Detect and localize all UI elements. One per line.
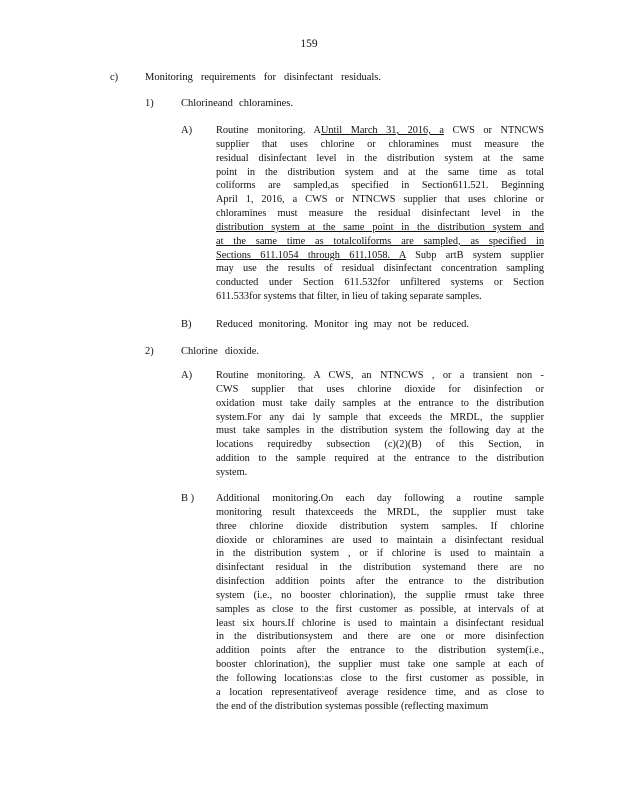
text-segment: system.For any dai ly sample that exceeds the MRDL, the supplier	[216, 411, 544, 423]
text-segment: at the same time as totalcoliforms are sampled, as specified in	[216, 235, 544, 247]
text-segment: in the distribution system , or if chlorine is used to maintain a	[216, 548, 544, 560]
text-line	[216, 630, 544, 644]
text-segment: disinfectant residual in the distribution systemand there are no	[216, 562, 544, 574]
amended-text: Sections 611.1054 through 611.1058. A	[216, 249, 406, 261]
text-line	[216, 466, 544, 480]
text-segment: CWS or NTNCWS	[443, 125, 544, 136]
item-1-title: Chlorineand chloramines.	[181, 98, 293, 109]
text-line	[216, 152, 544, 166]
text-segment: supplier that uses chlorine or chloramines must measure the	[216, 138, 544, 150]
text-line	[216, 438, 544, 452]
section-c-title: Monitoring requirements for disinfectant residuals.	[145, 72, 381, 83]
text-line	[216, 520, 544, 534]
text-line	[216, 589, 544, 603]
section-c-marker: c)	[110, 72, 119, 83]
text-line	[216, 700, 544, 714]
text-line	[216, 290, 544, 304]
text-segment: must take samples in the distribution system the following day at the	[216, 425, 544, 437]
text-line	[216, 452, 544, 466]
item-1-marker: 1)	[145, 98, 154, 109]
text-line	[216, 658, 544, 672]
text-line	[216, 179, 544, 193]
text-segment: disinfection addition points after the entrance to the distribution	[216, 576, 544, 588]
text-line	[216, 369, 544, 383]
text-line	[216, 672, 544, 686]
text-segment: Additional monitoring.On each day following a routine sample	[216, 493, 544, 504]
text-segment: dioxide or chloramines are used to maintain a disinfectant residual	[216, 534, 544, 546]
text-segment: may use the results of residual disinfectant concentration sampling	[216, 263, 544, 275]
text-line	[216, 561, 544, 575]
text-segment: coliforms are sampled,as specified in Section611.521. Beginning	[216, 180, 544, 192]
text-line	[216, 124, 544, 138]
text-segment: samples as close to the first customer as possible, at intervals of at	[216, 603, 544, 615]
text-segment: Subp artB system supplier	[405, 249, 544, 261]
text-segment: the end of the distribution systemas possible (reflecting maximum	[216, 700, 489, 712]
text-segment: system.	[216, 466, 248, 478]
text-segment: point in the distribution system and at the same time as total	[216, 166, 544, 178]
text-line	[216, 603, 544, 617]
text-line	[216, 193, 544, 207]
text-line	[216, 686, 544, 700]
text-line	[216, 276, 544, 290]
text-segment: Routine monitoring. A CWS, an NTNCWS , or a transient non -	[216, 370, 544, 381]
text-segment: distribution system at the same point in the distribution system and	[216, 221, 544, 233]
item-2a-marker: A)	[181, 370, 193, 381]
text-line	[216, 221, 544, 235]
text-segment: conducted under Section 611.532for unfiltered systems or Section	[216, 277, 544, 289]
text-line	[216, 506, 544, 520]
item-1b-text: Reduced monitoring. Monitor ing may not be reduced.	[216, 319, 469, 330]
item-1a-marker: A)	[181, 125, 193, 136]
item-2-marker: 2)	[145, 346, 154, 357]
text-line	[216, 575, 544, 589]
text-line	[216, 397, 544, 411]
text-line	[216, 249, 544, 263]
text-segment: in the distributionsystem and there are one or more disinfection	[216, 631, 544, 643]
text-line	[216, 411, 544, 425]
text-line	[216, 617, 544, 631]
text-line	[216, 383, 544, 397]
text-line	[216, 166, 544, 180]
item-1b-marker: B)	[181, 319, 192, 330]
text-segment: 611.533for systems that filter, in lieu of taking separate samples.	[216, 291, 482, 303]
item-2b-paragraph	[216, 492, 544, 714]
text-line	[216, 207, 544, 221]
text-line	[216, 138, 544, 152]
text-segment: three chlorine dioxide distribution system samples. If chlorine	[216, 520, 544, 532]
text-line	[216, 644, 544, 658]
item-1a-paragraph	[216, 124, 544, 304]
text-segment: residual disinfectant level in the distribution system at the same	[216, 152, 544, 164]
text-line	[216, 262, 544, 276]
item-2a-paragraph	[216, 369, 544, 480]
item-2b-marker: B )	[181, 493, 195, 504]
text-segment: a location representativeof average residence time, and as close to	[216, 686, 544, 698]
page-number: 159	[300, 38, 318, 50]
text-segment: CWS supplier that uses chlorine dioxide for disinfection or	[216, 383, 544, 395]
text-line	[216, 235, 544, 249]
text-segment: addition points after the entrance to the distribution system(i.e.,	[216, 645, 544, 657]
text-line	[216, 492, 544, 506]
text-line	[216, 534, 544, 548]
text-segment: Routine monitoring. A	[216, 125, 321, 136]
text-line	[216, 547, 544, 561]
text-segment: chloramines must measure the residual disinfectant level in the	[216, 208, 544, 220]
text-segment: system (i.e., no booster chlorination), the supplie rmust take three	[216, 589, 544, 601]
text-line	[216, 424, 544, 438]
text-segment: the following locations:as close to the first customer as possible, in	[216, 672, 544, 684]
text-segment: least six hours.If chlorine is used to maintain a disinfectant residual	[216, 617, 544, 629]
text-segment: addition to the sample required at the entrance to the distribution	[216, 453, 544, 465]
text-segment: locations requiredby subsection (c)(2)(B) of this Section, in	[216, 439, 544, 451]
amended-text: Until March 31, 2016, a	[320, 125, 444, 136]
text-segment: monitoring result thatexceeds the MRDL, the supplier must take	[216, 506, 544, 518]
item-2-title: Chlorine dioxide.	[181, 346, 259, 357]
text-segment: oxidation must take daily samples at the entrance to the distribution	[216, 397, 544, 409]
text-segment: booster chlorination), the supplier must take one sample at each of	[216, 659, 544, 671]
text-segment: April 1, 2016, a CWS or NTNCWS supplier that uses chlorine or	[216, 194, 544, 206]
